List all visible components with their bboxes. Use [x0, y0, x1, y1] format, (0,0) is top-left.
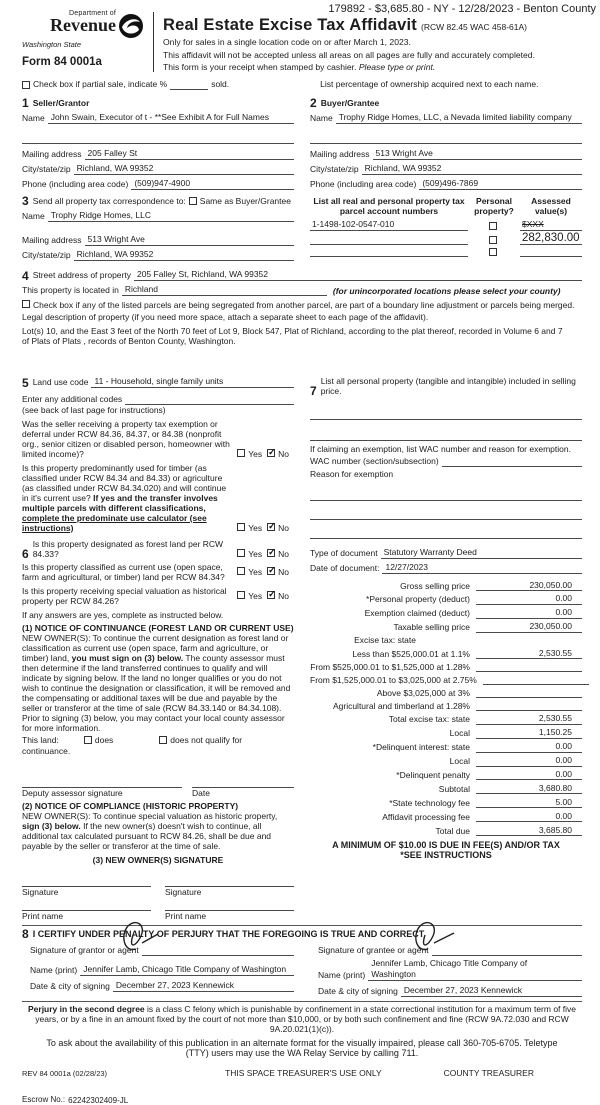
buyer-phone-field[interactable]: (509)496-7869 [419, 178, 582, 190]
excise-spacer [476, 636, 582, 646]
section-8-number: 8 [22, 926, 29, 941]
deputy-date-field[interactable] [192, 778, 294, 788]
notice-continuance-body: NEW OWNER(S): To continue the current designation as forest land or classification as current use (open space, farm and agriculture, or timber) land, you must sign on (3) below. The county assessor must then determine if the land transferred continues to qualify and will indicate by signing below. If the land no longer qualifies or you do not wish to continue the designation or classification, it will be removed and the compensating or additional taxes will be due and payable by the seller or transferor at the time of sale (RCW 84.33.140 or 84.34.108). Prior to signing (3) below, you may contact your local county assessor for more information. [22, 632, 291, 733]
timber-question: Is this property predominantly used for timber (as classified under RCW 84.34 and 84.33) or agriculture (as classified under RCW 84.34.020) and will continue in it's current use? If yes and the transfer involves multiple parcels with different classifications, complete the predominate use calculator (see instructions) [22, 462, 227, 533]
section-1-number: 1 [22, 95, 29, 110]
yes-label: Yes [248, 590, 263, 601]
owner-print-field-1[interactable] [22, 901, 151, 911]
type-of-document-label: Type of document [310, 547, 378, 558]
buyer-name-field[interactable]: Trophy Ridge Homes, LLC, a Nevada limited liability company [336, 112, 582, 124]
notice-compliance-title: (2) NOTICE OF COMPLIANCE (HISTORIC PROPERTY) [22, 800, 239, 811]
personal-property-intro: List all personal property (tangible and intangible) included in selling price. [320, 375, 576, 396]
signature-label: Signature [22, 886, 59, 897]
parcel-table [310, 196, 582, 261]
section-2-number: 2 [310, 95, 317, 110]
buyer-csz-field[interactable]: Richland, WA 99352 [362, 163, 582, 175]
timber-no-checkbox[interactable] [267, 523, 275, 531]
treasurer-space-label: THIS SPACE TREASURER'S USE ONLY [225, 1067, 382, 1078]
answers-yes-note: If any answers are yes, complete as instructed below. [22, 609, 224, 620]
grantor-certify-block [22, 945, 294, 997]
subtotal-label: Subtotal [438, 783, 470, 794]
section-6-number: 6 [22, 546, 29, 561]
grantee-certify-block [310, 945, 582, 997]
seller-csz-label: City/state/zip [22, 163, 71, 174]
grantor-name-label: Name (print) [30, 964, 78, 975]
seller-title: Seller/Grantor [32, 97, 90, 108]
minimum-due-note: A MINIMUM OF $10.00 IS DUE IN FEE(S) AND/OR TAX [332, 840, 560, 851]
seller-mailing-field[interactable]: 205 Falley St [85, 148, 294, 160]
segregated-label: Check box if any of the listed parcels are being segregated from another parcel, are part of a boundary line adjustment or parcels being merged. [33, 299, 575, 310]
parcel-row [310, 247, 582, 257]
header-divider [153, 12, 154, 72]
agricultural-value [476, 701, 582, 711]
yes-label: Yes [248, 548, 263, 559]
total-due-label: Total due [435, 825, 470, 836]
land-use-code-label: Land use code [32, 376, 89, 387]
delinquent-penalty-label: *Delinquent penalty [396, 769, 470, 780]
parcel-row [310, 219, 582, 231]
additional-codes-field[interactable] [125, 395, 294, 405]
taxable-label: Taxable selling price [393, 622, 470, 633]
street-address-field[interactable]: 205 Falley St, Richland, WA 99352 [134, 269, 379, 281]
located-in-label: This property is located in [22, 284, 119, 295]
seller-name-field[interactable]: John Swain, Executor of t - **See Exhibit A for Full Names [48, 112, 294, 124]
correspondence-csz-label: City/state/zip [22, 249, 71, 260]
wac-number-field[interactable] [442, 457, 582, 467]
personal-property-checkbox-3[interactable] [489, 248, 497, 256]
segregated-checkbox[interactable] [22, 300, 30, 308]
tier2-label: From $525,000.01 to $1,525,000 at 1.28% [310, 661, 470, 672]
partial-sale-checkbox[interactable] [22, 81, 30, 89]
land-qualify-row [22, 735, 294, 746]
located-in-field[interactable]: Richland [122, 284, 327, 296]
section-4-number: 4 [22, 268, 29, 283]
form-number: Form 84 0001a [22, 56, 102, 68]
exemption-yes-checkbox[interactable] [237, 449, 245, 457]
grantor-date-field[interactable]: December 27, 2023 Kennewick [113, 980, 294, 992]
date-label: Date [192, 787, 210, 798]
historical-yes-checkbox[interactable] [237, 591, 245, 599]
new-owner-signature-title: (3) NEW OWNER(S) SIGNATURE [92, 854, 224, 865]
section-3-number: 3 [22, 194, 29, 208]
buyer-phone-label: Phone (including area code) [310, 178, 417, 189]
legal-description-text: Lot(s) 10, and the East 3 feet of the North 70 feet of Lot 9, Block 547, Plat of Richland, according to the plat thereof, recorded in Volume 6 and 7 of Plats of Plats , records of Benton County, Washington. [22, 325, 563, 346]
date-of-document-field[interactable]: 12/27/2023 [382, 562, 582, 574]
escrow-label: Escrow No.: [22, 1094, 66, 1104]
does-not-label: does not qualify for [170, 735, 243, 745]
tech-fee-label: *State technology fee [389, 797, 470, 808]
reason-field-3[interactable] [310, 529, 582, 539]
tier1-label: Less than $525,000.01 at 1.1% [352, 648, 470, 659]
personal-deduct-label: *Personal property (deduct) [366, 594, 470, 605]
does-checkbox[interactable] [84, 736, 92, 744]
buyer-mailing-field[interactable]: 513 Wright Ave [373, 148, 582, 160]
grantor-signature-scribble [114, 919, 184, 953]
parcel-row [310, 233, 582, 245]
buyer-name2-field[interactable] [310, 134, 582, 144]
logo-revenue-text: Revenue [50, 15, 116, 35]
logo-state-text: Washington State [22, 40, 82, 49]
seller-name2-field[interactable] [22, 134, 294, 144]
yes-label: Yes [248, 448, 263, 459]
processing-fee-label: Affidavit processing fee [382, 811, 470, 822]
local-interest-value: 0.00 [476, 755, 582, 767]
reason-field-2[interactable] [310, 510, 582, 520]
header-note-1: Only for sales in a single location code on or after March 1, 2023. [163, 37, 411, 47]
deputy-assessor-signature-field[interactable] [22, 778, 182, 788]
seller-phone-label: Phone (including area code) [22, 178, 129, 189]
section-correspondence [22, 196, 294, 261]
subtotal-value: 3,680.80 [476, 783, 582, 795]
print-name-label: Print name [22, 910, 64, 921]
exemption-note: If claiming an exemption, list WAC number and reason for exemption. [310, 443, 571, 454]
dor-swirl-icon [118, 13, 144, 39]
reason-field-1[interactable] [310, 491, 582, 501]
form-title: Real Estate Excise Tax Affidavit [163, 16, 418, 34]
processing-fee-value: 0.00 [476, 811, 582, 823]
gross-value: 230,050.00 [476, 580, 582, 592]
grantee-date-label: Date & city of signing [318, 985, 398, 996]
assessed-value-field-1[interactable]: $XXX [520, 219, 582, 231]
tier2-value [476, 662, 582, 672]
perjury-note: Perjury in the second degree is a class C felony which is punishable by confinement in a state correctional institution for a maximum term of five years, or by a fine in an amount fixed by the court of not more than $10,000, or by both such confinement and fine (RCW 9A.72.030 and RCW 9A.20.021(1)(c)). [27, 1003, 577, 1034]
grantee-date-field[interactable]: December 27, 2023 Kennewick [401, 985, 582, 997]
yes-label: Yes [248, 566, 263, 577]
local-tax-value: 1,150.25 [476, 727, 582, 739]
grantor-signature-label: Signature of grantor or agent [30, 944, 139, 955]
taxable-value: 230,050.00 [476, 621, 582, 633]
notice-compliance-body: NEW OWNER(S): To continue special valuation as historic property, sign (3) below. If the new owner(s) doesn't wish to continue, all additional tax calculated pursuant to RCW 84.26, shall be due and payable by the seller or transferor at the time of sale. [22, 810, 278, 851]
form-rcw: (RCW 82.45 WAC 458-61A) [421, 22, 527, 32]
no-label: No [278, 522, 289, 533]
current-use-yn [233, 567, 294, 577]
grantor-name-field[interactable]: Jennifer Lamb, Chicago Title Company of Washington [80, 964, 294, 976]
buyer-name-label: Name [310, 112, 333, 123]
rev-number: REV 84 0001a (02/28/23) [22, 1068, 108, 1078]
excise-state-header: Excise tax: state [354, 635, 416, 646]
section-5-number: 5 [22, 375, 29, 390]
historical-question: Is this property receiving special valuation as historical property per RCW 84.26? [22, 585, 227, 606]
signature-label: Signature [165, 886, 202, 897]
personal-property-field-2[interactable] [310, 431, 582, 441]
personal-property-col-header: Personal property? [474, 195, 514, 216]
section-7-number: 7 [310, 383, 317, 398]
tier4-value [476, 688, 582, 698]
seller-name-label: Name [22, 112, 45, 123]
forest-land-question: Is this property designated as forest land per RCW 84.33? [32, 538, 224, 559]
owner-print-field-2[interactable] [165, 901, 294, 911]
exemption-yn [233, 449, 294, 459]
delinquent-interest-value: 0.00 [476, 741, 582, 753]
continuance-label: continuance. [22, 745, 71, 756]
timber-yn [233, 523, 294, 533]
reason-exemption-label: Reason for exemption [310, 468, 394, 479]
forest-no-checkbox[interactable] [267, 549, 275, 557]
escrow-row [22, 1094, 582, 1105]
delinquent-penalty-value: 0.00 [476, 769, 582, 781]
buyer-csz-label: City/state/zip [310, 163, 359, 174]
see-instructions-note: *SEE INSTRUCTIONS [400, 850, 492, 861]
no-label: No [278, 590, 289, 601]
footer-divider [22, 1001, 582, 1002]
footer-row [22, 1068, 582, 1078]
timber-yes-checkbox[interactable] [237, 523, 245, 531]
parcel-number-field-2[interactable] [310, 235, 468, 245]
no-label: No [278, 448, 289, 459]
seller-csz-field[interactable]: Richland, WA 99352 [74, 163, 294, 175]
tier3-value [483, 675, 589, 685]
buyer-title: Buyer/Grantee [320, 97, 380, 108]
current-use-question: Is this property classified as current use (open space, farm and agricultural, or timber) land per RCW 84.34? [22, 561, 225, 582]
does-not-checkbox[interactable] [159, 736, 167, 744]
tech-fee-value: 5.00 [476, 797, 582, 809]
wac-number-label: WAC number (section/subsection) [310, 455, 439, 466]
personal-property-field-1[interactable] [310, 410, 582, 420]
grantor-date-label: Date & city of signing [30, 980, 110, 991]
header-note-3: This form is your receipt when stamped by cashier. Please type or print. [163, 62, 436, 72]
deputy-assessor-label: Deputy assessor signature [22, 787, 123, 798]
additional-codes-label: Enter any additional codes [22, 393, 123, 404]
certify-statement: I CERTIFY UNDER PENALTY OF PERJURY THAT THE FOREGOING IS TRUE AND CORRECT [32, 928, 425, 939]
section-personal-property [310, 376, 582, 396]
assessed-value-field-3[interactable] [520, 247, 582, 257]
current-use-no-checkbox[interactable] [267, 567, 275, 575]
section-buyer [310, 95, 582, 190]
street-address-field-ext[interactable] [379, 271, 582, 281]
same-as-buyer-label: Same as Buyer/Grantee [199, 196, 291, 206]
delinquent-interest-label: *Delinquent interest: state [372, 742, 470, 753]
dor-logo-block [22, 4, 144, 73]
correspondence-title: Send all property tax correspondence to: [32, 195, 186, 206]
section-seller [22, 95, 294, 190]
escrow-number: 62242302409-JL [68, 1095, 129, 1105]
ownership-percentage-note: List percentage of ownership acquired next to each name. [320, 78, 539, 89]
historical-yn [233, 591, 294, 601]
parcel-number-field[interactable]: 1-1498-102-0547-010 [310, 219, 468, 231]
forest-yn [233, 549, 294, 559]
no-label: No [278, 548, 289, 559]
tier4-label: Above $3,025,000 at 3% [376, 687, 470, 698]
section-certify [22, 926, 582, 997]
date-of-document-label: Date of document: [310, 562, 380, 573]
type-of-document-field[interactable]: Statutory Warranty Deed [381, 547, 582, 559]
certify-divider [22, 925, 582, 926]
grantee-signature-label: Signature of grantee or agent [318, 944, 429, 955]
personal-property-checkbox-2[interactable] [489, 236, 497, 244]
parcel-col-header: List all real and personal property tax parcel account numbers [313, 195, 465, 216]
section-land-use [22, 376, 294, 533]
partial-sale-percent-field[interactable] [170, 80, 208, 90]
correspondence-mailing-label: Mailing address [22, 234, 82, 245]
yes-label: Yes [248, 522, 263, 533]
section-property [22, 269, 582, 346]
stamp-annotation: 179892 - $3,685.80 - NY - 12/28/2023 - Benton County [328, 3, 596, 15]
grantee-signature-scribble [406, 919, 476, 953]
legal-description-label: Legal description of property (if you need more space, attach a separate sheet to each page of the affidavit). [22, 311, 429, 322]
seller-phone-field[interactable]: (509)947-4900 [131, 178, 294, 190]
exemption-deduct-label: Exemption claimed (deduct) [364, 608, 470, 619]
additional-codes-note: (see back of last page for instructions) [22, 404, 166, 415]
exemption-no-checkbox[interactable] [267, 449, 275, 457]
partial-sale-sold-label: sold. [211, 78, 230, 89]
unincorporated-note: (for unincorporated locations please select your county) [332, 285, 561, 296]
parcel-number-field-3[interactable] [310, 247, 468, 257]
total-state-label: Total excise tax: state [388, 714, 470, 725]
logo-dept-text: Department of [69, 10, 116, 17]
personal-deduct-value: 0.00 [476, 593, 582, 605]
does-label: does [94, 735, 114, 745]
owner-signature-field-2[interactable] [165, 877, 294, 887]
local-tax-label: Local [449, 728, 470, 739]
seller-mailing-label: Mailing address [22, 148, 82, 159]
grantee-name-field[interactable]: Jennifer Lamb, Chicago Title Company of Washington [368, 958, 582, 981]
notice-continuance-title: (1) NOTICE OF CONTINUANCE (FOREST LAND OR CURRENT USE) [22, 622, 294, 633]
tier3-label: From $1,525,000.01 to $3,025,000 at 2.75% [310, 674, 477, 685]
assessed-value-field-2[interactable]: 282,830.00 [520, 233, 582, 245]
historical-no-checkbox[interactable] [267, 591, 275, 599]
grantee-name-label: Name (print) [318, 969, 366, 980]
correspondence-csz-field[interactable]: Richland, WA 99352 [74, 249, 294, 261]
assessed-value-col-header: Assessed value(s) [531, 195, 571, 216]
personal-property-checkbox-1[interactable] [489, 222, 497, 230]
land-use-code-field[interactable]: 11 - Household, single family units [91, 376, 294, 388]
exemption-deduct-value: 0.00 [476, 607, 582, 619]
local-interest-label: Local [449, 756, 470, 767]
street-address-label: Street address of property [32, 269, 131, 280]
tax-computation [310, 580, 582, 837]
correspondence-name-label: Name [22, 210, 45, 221]
print-name-label: Print name [165, 910, 207, 921]
gross-label: Gross selling price [400, 580, 470, 591]
exemption-question: Was the seller receiving a property tax exemption or deferral under RCW 84.36, 84.37, or 84.38 (nonprofit org., senior citizen or disabled person, homeowner with limited income)? [22, 418, 230, 459]
total-state-value: 2,530.55 [476, 713, 582, 725]
same-as-buyer-checkbox[interactable] [189, 197, 197, 205]
correspondence-mailing-field[interactable]: 513 Wright Ave [85, 234, 294, 246]
header-note-2: This affidavit will not be accepted unless all areas on all pages are fully and accurately completed. [163, 49, 535, 60]
owner-signature-field-1[interactable] [22, 877, 151, 887]
this-land-label: This land: [22, 734, 59, 745]
forest-yes-checkbox[interactable] [237, 549, 245, 557]
partial-sale-row [22, 79, 582, 90]
total-due-value: 3,685.80 [476, 825, 582, 837]
current-use-yes-checkbox[interactable] [237, 567, 245, 575]
tier1-value: 2,530.55 [476, 648, 582, 660]
buyer-mailing-label: Mailing address [310, 148, 370, 159]
section-classification [22, 539, 294, 921]
agricultural-label: Agricultural and timberland at 1.28% [332, 700, 470, 711]
alt-format-note: To ask about the availability of this publication in an alternate format for the visually impaired, please call 360-705-6705. Teletype (TTY) users may use the WA Relay Service by calling 711. [46, 1037, 558, 1058]
county-treasurer-label: COUNTY TREASURER [443, 1067, 534, 1078]
no-label: No [278, 566, 289, 577]
partial-sale-label: Check box if partial sale, indicate % [33, 78, 168, 89]
correspondence-name-field[interactable]: Trophy Ridge Homes, LLC [48, 210, 294, 222]
